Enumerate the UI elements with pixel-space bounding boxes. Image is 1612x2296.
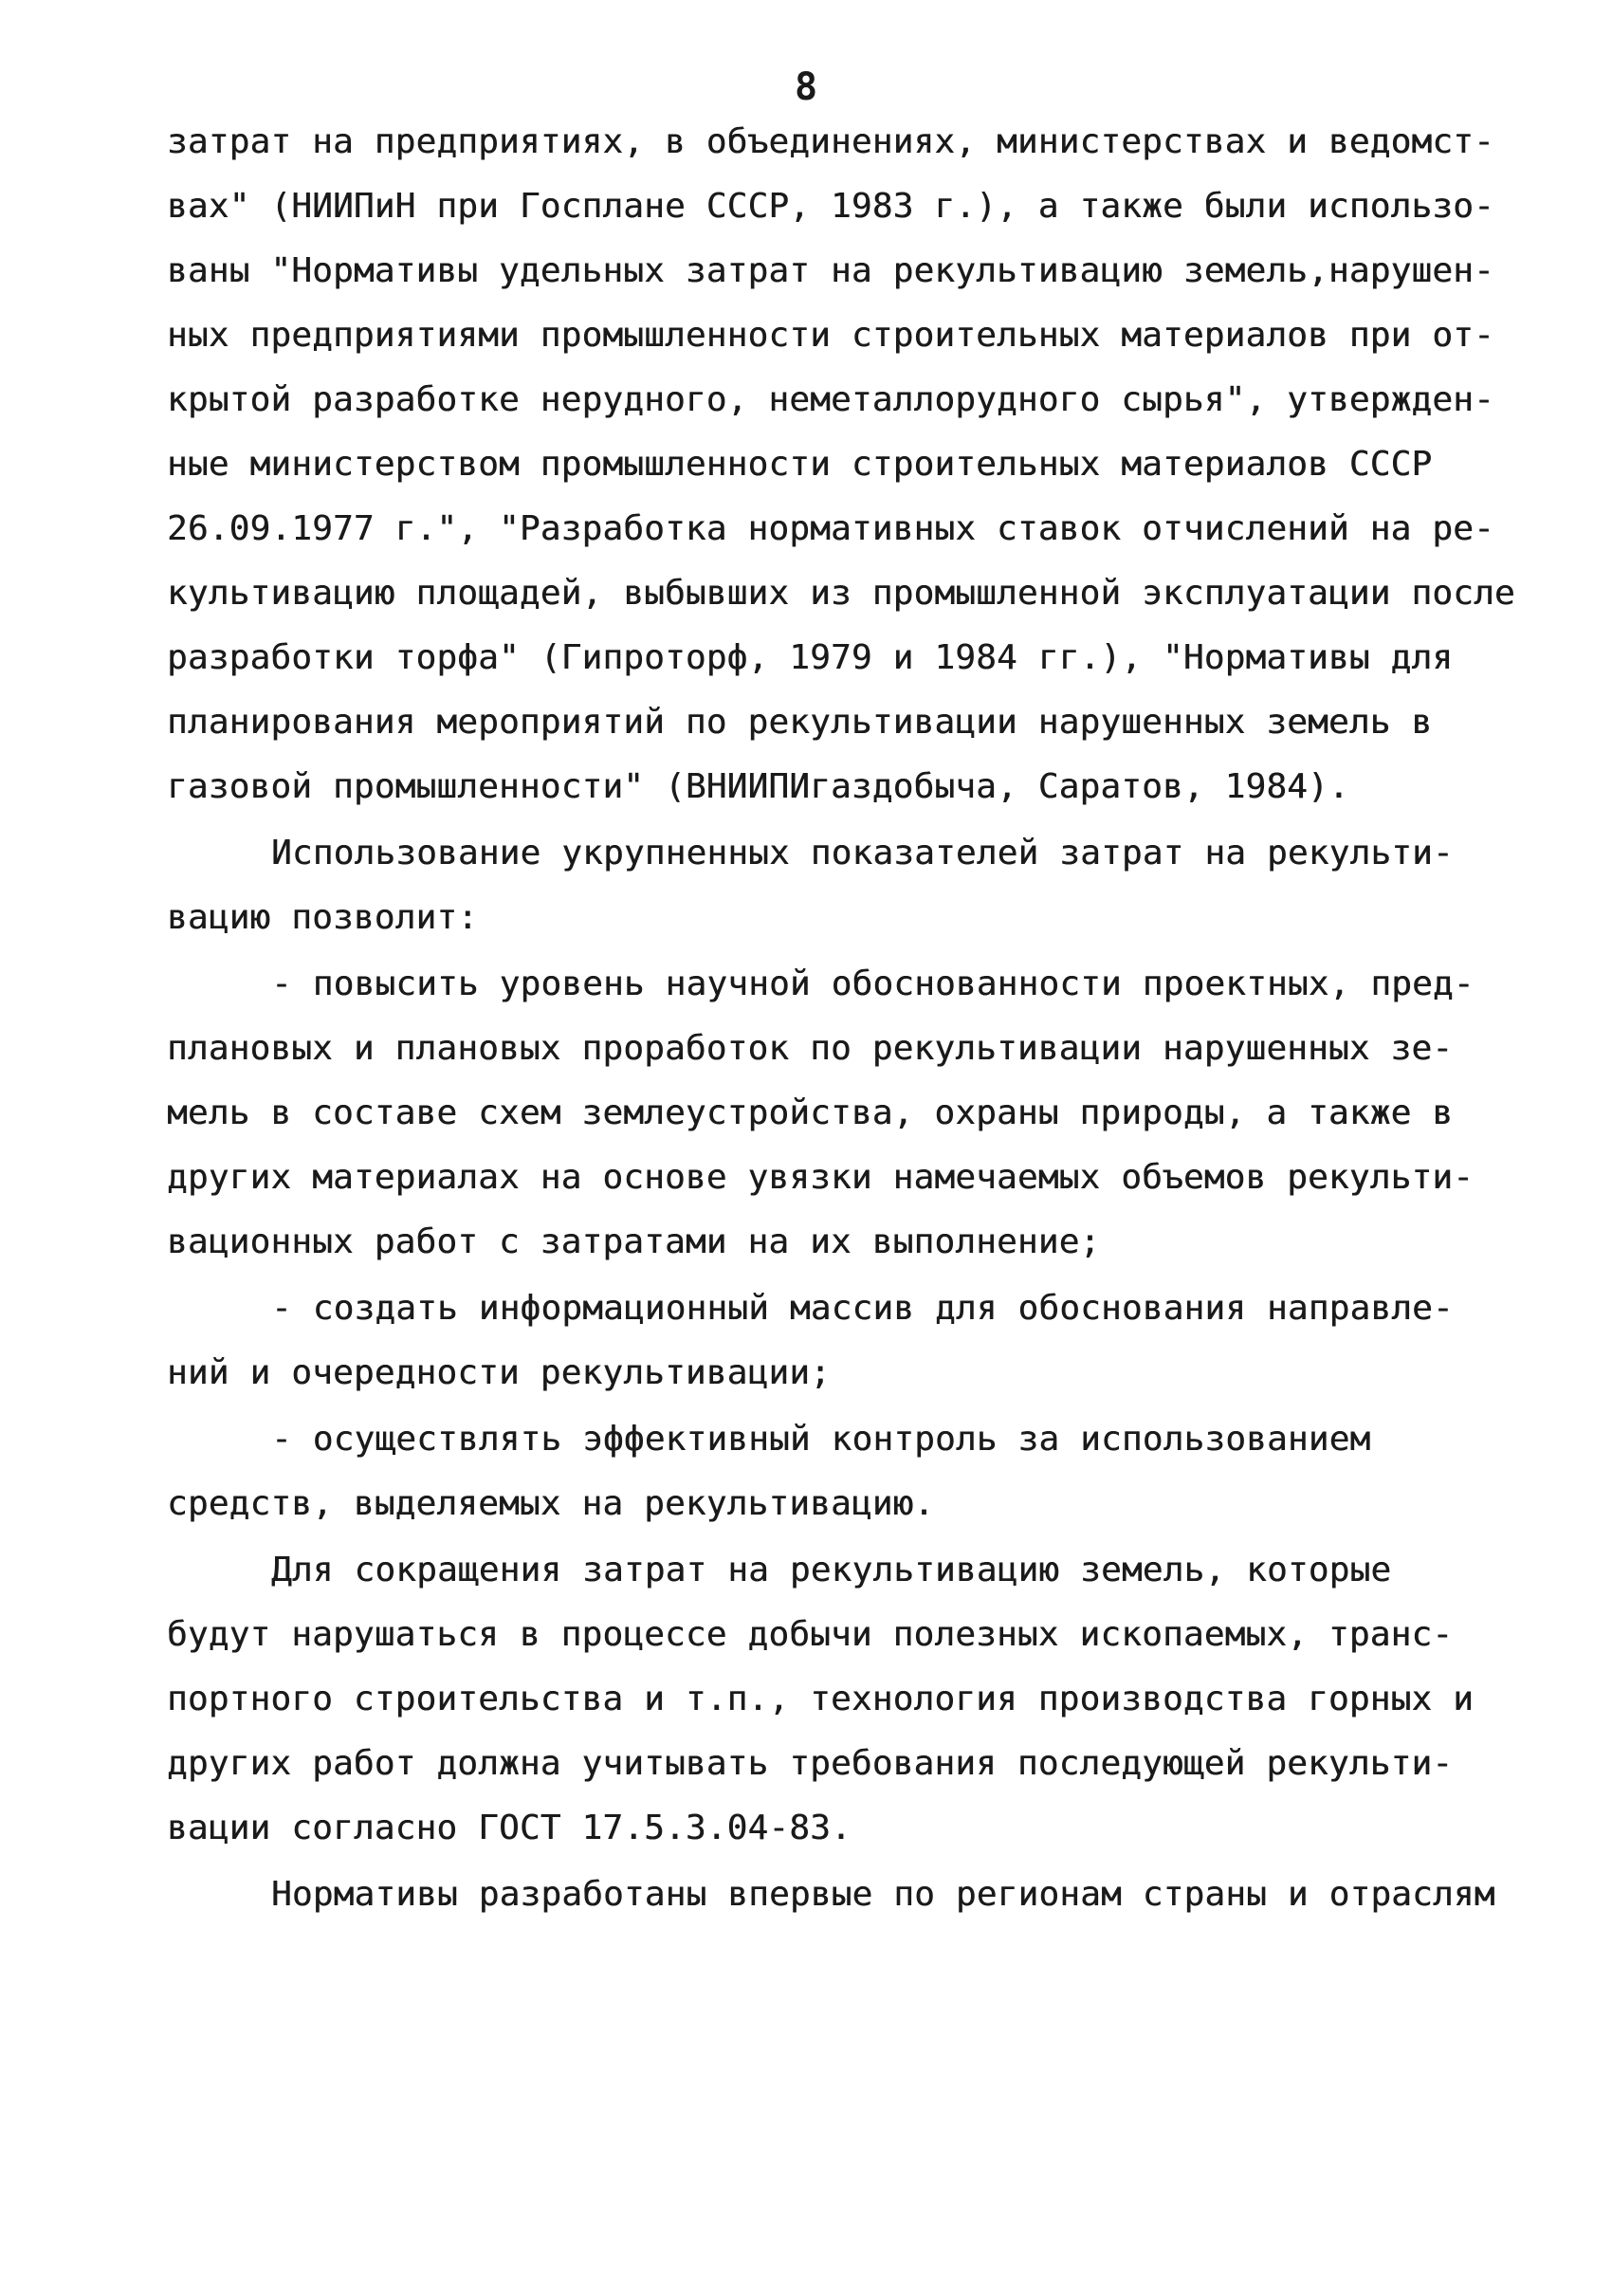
- text-line-12: Использование укрупненных показателей затрат на рекульти-: [271, 834, 1454, 872]
- text-line-9: разработки торфа" (Гипроторф, 1979 и 1984 гг.), "Нормативы для: [167, 638, 1454, 677]
- text-line-2: вах" (НИИПиН при Госплане СССР, 1983 г.), а также были использо-: [167, 187, 1494, 226]
- text-line-3: ваны "Нормативы удельных затрат на рекультивацию земель,нарушен-: [167, 251, 1494, 290]
- text-line-19: - создать информационный массив для обоснования направле-: [271, 1289, 1454, 1328]
- text-line-11: газовой промышленности" (ВНИИПИгаздобыча, Саратов, 1984).: [167, 767, 1349, 806]
- text-line-20: ний и очередности рекультивации;: [167, 1353, 831, 1392]
- text-line-18: вационных работ с затратами на их выполнение;: [167, 1222, 1101, 1261]
- text-line-28: Нормативы разработаны впервые по регионам страны и отраслям: [271, 1875, 1495, 1914]
- text-line-13: вацию позволит:: [167, 898, 479, 937]
- text-line-27: вации согласно ГОСТ 17.5.3.04-83.: [167, 1809, 852, 1847]
- text-line-5: крытой разработке нерудного, неметаллорудного сырья", утвержден-: [167, 380, 1494, 419]
- text-line-17: других материалах на основе увязки намечаемых объемов рекульти-: [167, 1158, 1475, 1197]
- text-line-15: плановых и плановых проработок по рекультивации нарушенных зе-: [167, 1029, 1454, 1068]
- text-line-22: средств, выделяемых на рекультивацию.: [167, 1484, 935, 1523]
- text-line-6: ные министерством промышленности строительных материалов СССР: [167, 445, 1433, 484]
- text-line-16: мель в составе схем землеустройства, охраны природы, а также в: [167, 1093, 1454, 1132]
- text-line-4: ных предприятиями промышленности строительных материалов при от-: [167, 316, 1494, 355]
- text-line-7: 26.09.1977 г.", "Разработка нормативных ставок отчислений на ре-: [167, 509, 1494, 548]
- text-line-26: других работ должна учитывать требования последующей рекульти-: [167, 1744, 1454, 1783]
- text-line-23: Для сокращения затрат на рекультивацию земель, которые: [271, 1551, 1392, 1589]
- text-line-8: культивацию площадей, выбывших из промышленной эксплуатации после: [167, 574, 1515, 613]
- text-line-21: - осуществлять эффективный контроль за использованием: [271, 1420, 1371, 1459]
- text-line-1: затрат на предприятиях, в объединениях, министерствах и ведомст-: [167, 122, 1494, 161]
- text-line-14: - повысить уровень научной обоснованности проектных, пред-: [271, 964, 1475, 1003]
- text-line-25: портного строительства и т.п., технология производства горных и: [167, 1680, 1475, 1718]
- text-line-10: планирования мероприятий по рекультивации нарушенных земель в: [167, 703, 1433, 742]
- text-line-24: будут нарушаться в процессе добычи полезных ископаемых, транс-: [167, 1615, 1454, 1654]
- page-number: 8: [794, 65, 818, 109]
